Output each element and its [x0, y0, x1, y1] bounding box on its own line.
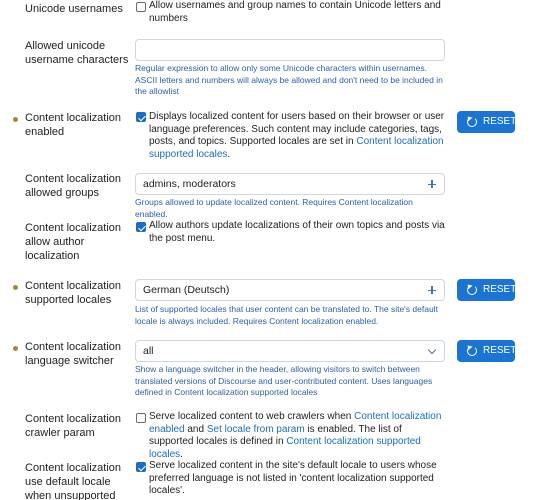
localization-enabled-link[interactable]: Content localization enabled [149, 411, 442, 435]
reset-button[interactable] [457, 111, 515, 133]
reset-button[interactable] [457, 340, 515, 362]
modified-indicator [13, 285, 18, 290]
set-locale-from-param-link[interactable]: Set locale from param [206, 423, 305, 435]
modified-indicator [13, 346, 18, 351]
description-text: Show a language switcher in the header, allowing visitors to switch between translated versions of Discourse and user-contributed content. Uses languages defined in [135, 364, 433, 397]
checkbox-description: Serve localized content in the site's default locale to users whose preferred language is not listed in 'content localization supported locales'. [149, 460, 437, 496]
setting-label: Content localization allow author localization [25, 222, 122, 262]
reset-label: RESET [483, 345, 517, 356]
checkbox-description: Allow usernames and group names to contain Unicode letters and numbers [149, 0, 441, 24]
content-localization-enabled-checkbox[interactable] [136, 112, 146, 122]
checkbox-text: Displays localized content for users based on their browser or user language preferences. Such content may include categories, tags, posts, and topics. Supported locales are set in [149, 111, 445, 147]
description-text: Groups allowed to update localized content. Requires [135, 197, 339, 207]
use-default-locale-checkbox[interactable] [136, 462, 146, 472]
checkbox-description [149, 111, 449, 161]
description-text: . [376, 315, 379, 326]
crawler-param-checkbox[interactable] [136, 413, 146, 423]
setting-label: Unicode usernames [25, 3, 123, 15]
checkbox-text: . [227, 148, 231, 160]
setting-description [135, 304, 447, 327]
description-link[interactable]: Content localization enabled [269, 315, 376, 326]
checkbox-text: . [180, 448, 183, 460]
allowed-groups-input[interactable] [135, 173, 445, 195]
setting-description: Regular expression to allow only some Unicode characters within usernames. ASCII letters and numbers will always be allowed and don't need to be included in the allowlist [135, 63, 443, 96]
reset-label: RESET [483, 284, 517, 295]
allow-author-localization-checkbox[interactable] [136, 222, 146, 232]
undo-icon [467, 117, 477, 127]
language-switcher-select[interactable] [135, 340, 445, 362]
description-text: . [165, 208, 168, 219]
setting-label: Content localization crawler param [25, 413, 122, 439]
reset-label: RESET [483, 116, 517, 127]
supported-locales-value: German (Deutsch) [143, 284, 230, 296]
checkbox-description: Allow authors update localizations of their own topics and posts via the post menu. [149, 220, 445, 244]
setting-label: Allowed unicode username characters [25, 40, 129, 66]
checkbox-text: and [184, 423, 207, 435]
supported-locales-link[interactable]: Content localization supported locales [149, 436, 421, 460]
plus-icon[interactable] [426, 174, 438, 194]
modified-indicator [13, 117, 18, 122]
undo-icon [467, 346, 477, 356]
setting-label: Content localization supported locales [25, 280, 122, 306]
description-link[interactable]: Content localization enabled [135, 197, 413, 219]
setting-description [135, 197, 447, 220]
undo-icon [467, 285, 477, 295]
description-link[interactable]: Content localization supported locales [174, 387, 318, 397]
language-switcher-value: all [143, 345, 154, 357]
setting-label: Content localization enabled [25, 112, 122, 138]
setting-label: Content localization language switcher [25, 341, 122, 367]
checkbox-text: Serve localized content to web crawlers when [149, 411, 355, 422]
setting-label: Content localization use default locale when unsupported [25, 462, 122, 500]
plus-icon[interactable] [426, 280, 438, 300]
checkbox-text: is enabled. The list of supported locales is defined in [149, 423, 402, 447]
setting-label: Content localization allowed groups [25, 173, 122, 199]
checkbox-description [149, 411, 449, 461]
reset-button[interactable] [457, 279, 515, 301]
setting-description [135, 364, 447, 399]
allowed-groups-value: admins, moderators [143, 178, 236, 190]
supported-locales-link[interactable]: Content localization supported locales [149, 136, 444, 160]
unicode-usernames-checkbox[interactable] [136, 2, 146, 12]
supported-locales-input[interactable] [135, 279, 445, 301]
description-text: List of supported locales that user content can be translated to. The site's default locale is always included. Requires [135, 304, 438, 326]
allowed-unicode-chars-input[interactable] [135, 39, 445, 61]
chevron-down-icon [426, 341, 438, 361]
